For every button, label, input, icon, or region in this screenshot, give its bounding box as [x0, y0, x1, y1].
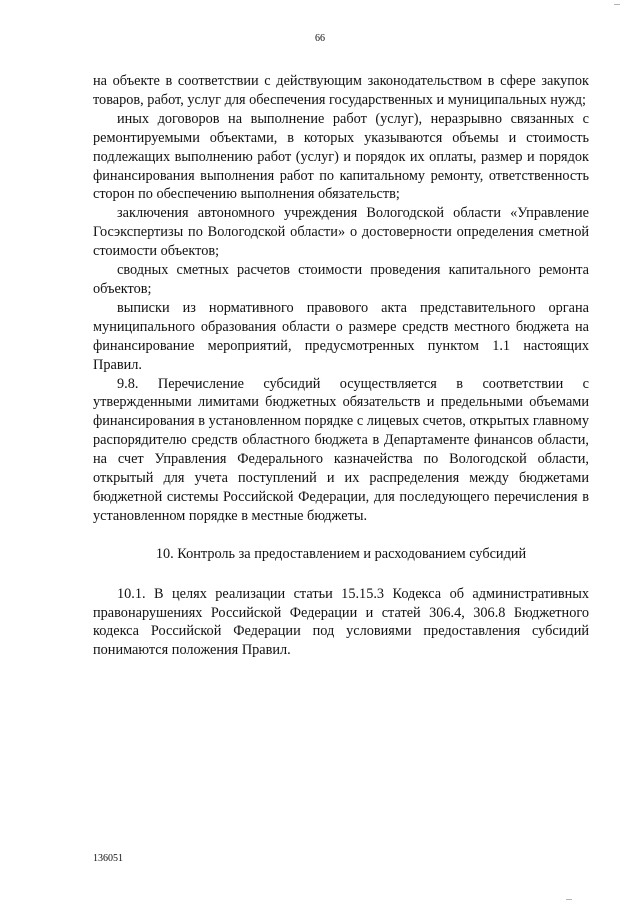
paragraph: иных договоров на выполнение работ (услуг), неразрывно связанных с ремонтируемыми объектами, в которых указываются объемы и стоимость подлежащих выполнению работ (услуг) и порядок их оплаты, размер и порядок финансирования выполнения работ по капитальному ремонту, ответственность сторон по обеспечению выполнения обязательств; — [93, 110, 589, 203]
section-heading: 10. Контроль за предоставлением и расходованием субсидий — [155, 545, 527, 562]
paragraph: сводных сметных расчетов стоимости проведения капитального ремонта объектов; — [93, 262, 589, 297]
paragraph: 9.8. Перечисление субсидий осуществляется в соответствии с утвержденными лимитами бюджетных обязательств и предельными объемами финансирования в установленном порядке с лицевых счетов, открытых главному распорядителю средств областного бюджета в Департаменте финансов области, на счет Управления Федерального казначейства по Вологодской области, открытый для учета поступлений и их распределения между бюджетами бюджетной системы Российской Федерации, для последующего перечисления в установленном порядке в местные бюджеты. — [93, 375, 589, 524]
page-number: 66 — [315, 33, 325, 44]
paragraph: на объекте в соответствии с действующим законодательством в сфере закупок товаров, работ, услуг для обеспечения государственных и муниципальных нужд; — [93, 73, 589, 108]
paragraph: выписки из нормативного правового акта представительного органа муниципального образования области о размере средств местного бюджета на финансирование мероприятий, предусмотренных пунктом 1.1 настоящих Правил. — [93, 299, 589, 373]
corner-mark-bottom: ... — [566, 893, 572, 902]
document-code: 136051 — [93, 853, 123, 864]
paragraph: заключения автономного учреждения Вологодской области «Управление Госэкспертизы по Вологодской области» о достоверности определения сметной стоимости объектов; — [93, 205, 589, 260]
section-paragraph: 10.1. В целях реализации статьи 15.15.3 Кодекса об административных правонарушениях Российской Федерации и статей 306.4, 306.8 Бюджетного кодекса Российской Федерации под условиями предоставления субсидий понимаются положения Правил. — [93, 585, 589, 659]
corner-mark-top: ... — [614, 0, 620, 7]
document-body — [93, 72, 589, 660]
